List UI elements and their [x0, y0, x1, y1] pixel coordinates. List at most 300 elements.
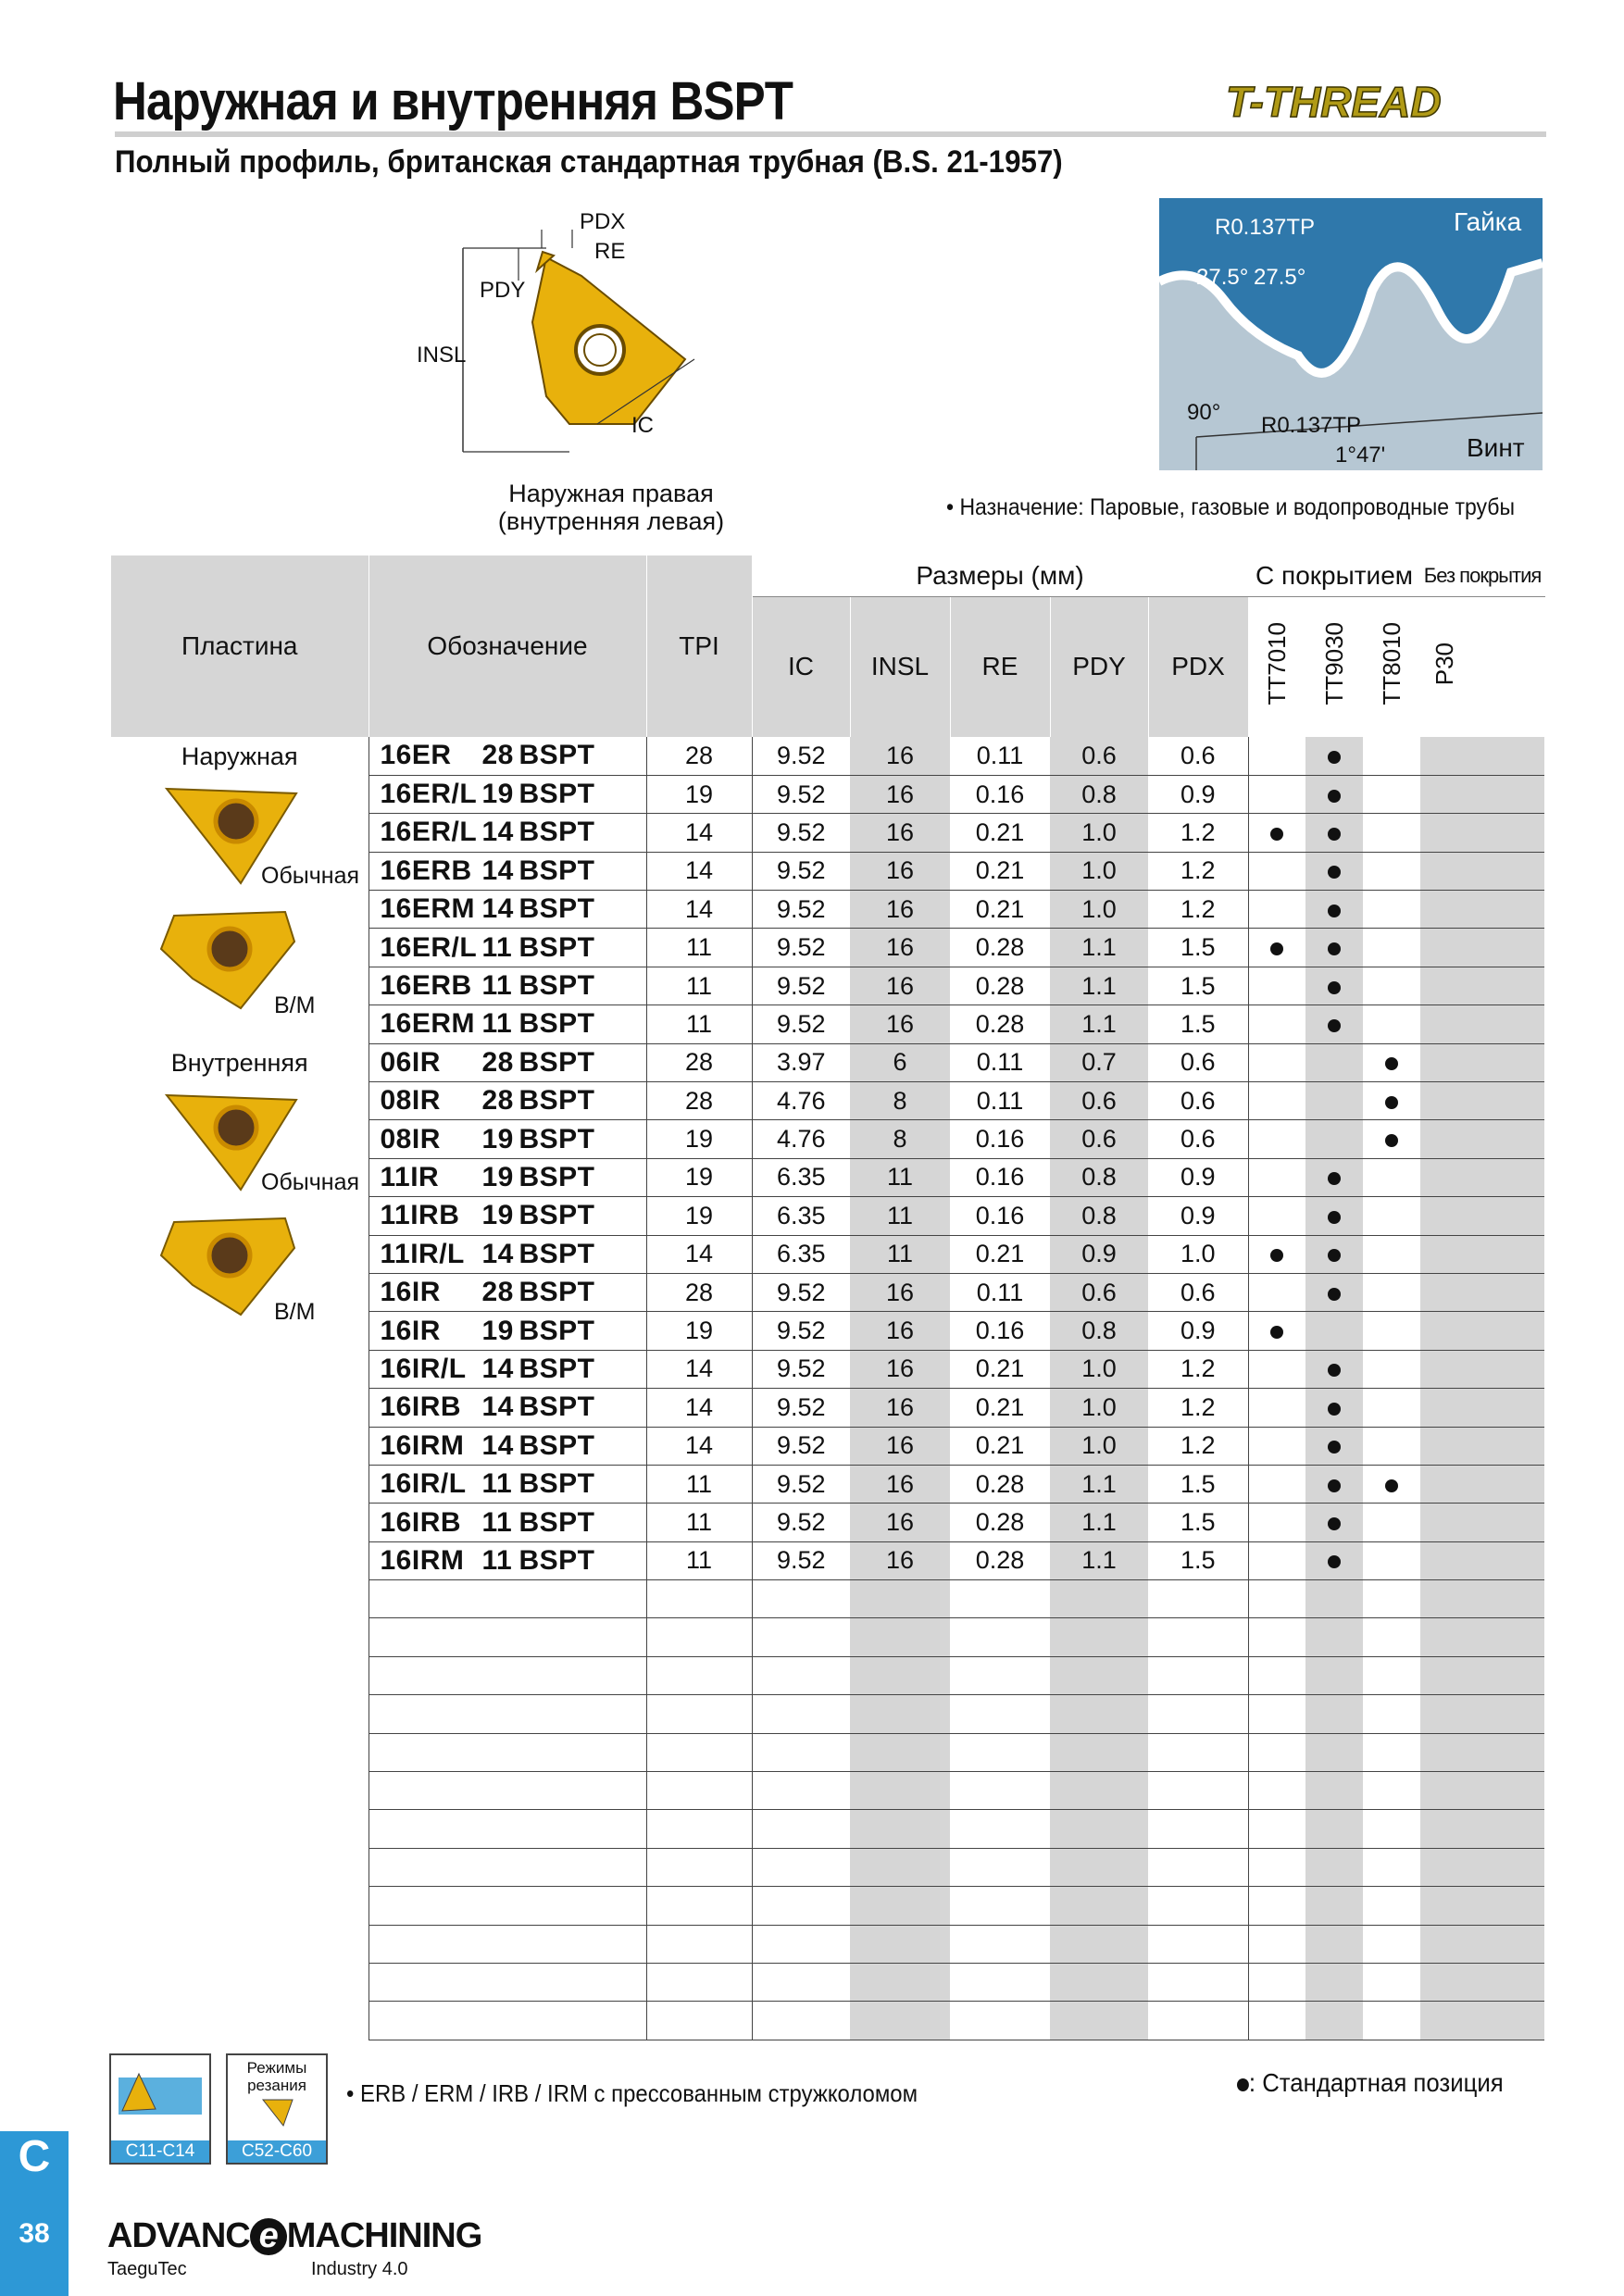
- grade-cell-tt7010: [1248, 1005, 1305, 1043]
- thumb2-label: C52-C60: [228, 2140, 326, 2163]
- grade-cell-p30: [1420, 775, 1544, 813]
- pdy-cell: 0.8: [1050, 1197, 1148, 1235]
- re-cell: 0.21: [950, 814, 1050, 852]
- re-cell: 0.28: [950, 1465, 1050, 1503]
- grade-cell-tt9030: [1305, 1235, 1363, 1273]
- ic-cell: 4.76: [752, 1120, 850, 1158]
- plate-normal-label: Обычная: [261, 1169, 360, 1196]
- designation-code: 06IR: [380, 1046, 441, 1078]
- designation-tpi: 28: [481, 1046, 514, 1078]
- insl-cell: 8: [850, 1120, 950, 1158]
- re-cell: [950, 1580, 1050, 1618]
- standard-dot-icon: [1328, 1517, 1341, 1530]
- standard-dot-icon: [1328, 905, 1341, 917]
- designation-tpi: 11: [481, 1506, 513, 1538]
- grade-cell-tt7010: [1248, 1695, 1305, 1733]
- tpi-cell: [646, 1772, 752, 1810]
- grade-cell-tt9030: [1305, 1656, 1363, 1694]
- tpi-cell: 14: [646, 1427, 752, 1465]
- bullet-icon: [1237, 2078, 1249, 2091]
- tpi-cell: 19: [646, 775, 752, 813]
- ic-cell: 9.52: [752, 1350, 850, 1388]
- pdy-label: PDY: [480, 278, 526, 303]
- grade-cell-tt7010: [1248, 929, 1305, 967]
- designation-tpi: 11: [481, 1544, 513, 1576]
- pdx-cell: 1.2: [1148, 814, 1248, 852]
- header-plate: Пластина: [111, 555, 369, 737]
- pdx-cell: 0.9: [1148, 1158, 1248, 1196]
- pdx-cell: [1148, 1580, 1248, 1618]
- ic-cell: [752, 1695, 850, 1733]
- tpi-cell: 19: [646, 1120, 752, 1158]
- ic-cell: [752, 1848, 850, 1886]
- re-cell: 0.11: [950, 1043, 1050, 1081]
- grade-cell-tt7010: [1248, 891, 1305, 929]
- grade-cell-p30: [1420, 1273, 1544, 1311]
- insert-caption: [463, 480, 759, 535]
- grade-cell-p30: [1420, 1772, 1544, 1810]
- designation-cell: [369, 1618, 646, 1656]
- re-cell: 0.28: [950, 1005, 1050, 1043]
- grade-cell-tt8010: [1363, 929, 1420, 967]
- table-row: [111, 1580, 1544, 1618]
- insl-cell: 8: [850, 1082, 950, 1120]
- pdy-cell: 0.9: [1050, 1235, 1148, 1273]
- designation-thread: BSPT: [518, 1238, 595, 1269]
- ic-cell: 9.52: [752, 775, 850, 813]
- insl-cell: [850, 1772, 950, 1810]
- grade-cell-p30: [1420, 891, 1544, 929]
- re-cell: 0.16: [950, 775, 1050, 813]
- insl-cell: 11: [850, 1158, 950, 1196]
- insl-cell: 16: [850, 1427, 950, 1465]
- designation-tpi: 14: [481, 893, 514, 925]
- ic-cell: [752, 1656, 850, 1694]
- grade-cell-tt7010: [1248, 1925, 1305, 1963]
- grade-cell-tt7010: [1248, 967, 1305, 1004]
- designation-code: 16IR: [380, 1277, 441, 1308]
- table-row: [111, 737, 1544, 775]
- header-coated: С покрытием: [1248, 555, 1420, 596]
- designation-cell: [369, 1005, 646, 1043]
- designation-cell: [369, 852, 646, 890]
- grade-cell-tt8010: [1363, 1273, 1420, 1311]
- designation-thread: BSPT: [518, 1353, 595, 1384]
- grade-cell-tt7010: [1248, 1043, 1305, 1081]
- grade-cell-tt9030: [1305, 775, 1363, 813]
- grade-cell-p30: [1420, 1925, 1544, 1963]
- grade-cell-p30: [1420, 1427, 1544, 1465]
- ic-cell: [752, 1772, 850, 1810]
- page-subtitle: Полный профиль, британская стандартная трубная (B.S. 21-1957): [115, 144, 1063, 180]
- ic-cell: [752, 1618, 850, 1656]
- grade-cell-tt8010: [1363, 1541, 1420, 1579]
- pdy-cell: [1050, 1656, 1148, 1694]
- grade-cell-tt8010: [1363, 852, 1420, 890]
- standard-dot-icon: [1328, 1211, 1341, 1224]
- pdy-cell: 1.0: [1050, 1389, 1148, 1427]
- designation-cell: [369, 737, 646, 775]
- ic-cell: 3.97: [752, 1043, 850, 1081]
- nut-label: Гайка: [1454, 207, 1522, 236]
- pdx-cell: [1148, 1733, 1248, 1771]
- header-tt7010: TT7010: [1262, 621, 1291, 705]
- ic-cell: 9.52: [752, 891, 850, 929]
- pdy-cell: [1050, 1733, 1148, 1771]
- insl-cell: 16: [850, 1312, 950, 1350]
- cutting-data-thumbnail[interactable]: [226, 2053, 328, 2165]
- insl-cell: [850, 1695, 950, 1733]
- re-cell: 0.11: [950, 737, 1050, 775]
- designation-tpi: 19: [481, 1161, 514, 1192]
- pdx-cell: [1148, 1618, 1248, 1656]
- designation-cell: [369, 814, 646, 852]
- grade-cell-tt8010: [1363, 1043, 1420, 1081]
- plate-bm-label: B/M: [274, 992, 316, 1018]
- grade-cell-tt9030: [1305, 1887, 1363, 1925]
- ic-label: IC: [631, 413, 654, 438]
- grade-cell-p30: [1420, 1580, 1544, 1618]
- designation-tpi: 19: [481, 1123, 514, 1154]
- designation-cell: [369, 1925, 646, 1963]
- tpi-cell: 28: [646, 1082, 752, 1120]
- re-cell: [950, 1925, 1050, 1963]
- designation-thread: BSPT: [518, 1008, 595, 1040]
- screw-label: Винт: [1467, 433, 1525, 462]
- grade-cell-tt9030: [1305, 1273, 1363, 1311]
- grade-cell-tt8010: [1363, 1350, 1420, 1388]
- grade-cell-tt8010: [1363, 1504, 1420, 1541]
- grade-cell-tt8010: [1363, 814, 1420, 852]
- grade-cell-p30: [1420, 1197, 1544, 1235]
- re-cell: 0.16: [950, 1158, 1050, 1196]
- grade-cell-tt7010: [1248, 1120, 1305, 1158]
- grade-cell-tt8010: [1363, 1656, 1420, 1694]
- header-insl: INSL: [850, 596, 950, 737]
- standard-dot-icon: [1385, 1479, 1398, 1492]
- standard-dot-icon: [1328, 790, 1341, 803]
- re-cell: [950, 1772, 1050, 1810]
- header-designation: Обозначение: [369, 555, 646, 737]
- insl-cell: [850, 1656, 950, 1694]
- designation-thread: BSPT: [518, 1391, 595, 1423]
- brand-sub-left: TaeguTec: [107, 2259, 187, 2279]
- ic-cell: 9.52: [752, 814, 850, 852]
- grade-cell-tt9030: [1305, 1925, 1363, 1963]
- designation-tpi: 28: [481, 1277, 514, 1308]
- tpi-cell: [646, 1810, 752, 1848]
- grade-cell-p30: [1420, 1120, 1544, 1158]
- grade-cell-tt8010: [1363, 1005, 1420, 1043]
- standard-dot-icon: [1270, 1249, 1283, 1262]
- grade-cell-p30: [1420, 1810, 1544, 1848]
- grade-cell-p30: [1420, 814, 1544, 852]
- designation-tpi: 19: [481, 1315, 514, 1346]
- pdx-cell: 0.6: [1148, 1273, 1248, 1311]
- grade-cell-p30: [1420, 1618, 1544, 1656]
- grade-cell-tt8010: [1363, 1197, 1420, 1235]
- ic-cell: [752, 1733, 850, 1771]
- plate-normal-label: Обычная: [261, 863, 360, 889]
- pdx-cell: 1.5: [1148, 967, 1248, 1004]
- header-uncoated: Без покрытия: [1420, 555, 1544, 596]
- tpi-cell: 28: [646, 1273, 752, 1311]
- insl-cell: 16: [850, 929, 950, 967]
- pdy-cell: [1050, 1925, 1148, 1963]
- designation-tpi: 14: [481, 817, 514, 848]
- standard-dot-icon: [1270, 1326, 1283, 1339]
- grade-cell-p30: [1420, 1541, 1544, 1579]
- designation-cell: [369, 1427, 646, 1465]
- grade-cell-tt9030: [1305, 1312, 1363, 1350]
- grade-cell-p30: [1420, 737, 1544, 775]
- designation-cell: [369, 1964, 646, 2002]
- toolholder-icon: [111, 2055, 209, 2139]
- grade-cell-p30: [1420, 1964, 1544, 2002]
- grade-cell-tt7010: [1248, 775, 1305, 813]
- toolholder-thumbnail[interactable]: [109, 2053, 211, 2165]
- designation-thread: BSPT: [518, 1123, 595, 1154]
- re-cell: [950, 1810, 1050, 1848]
- page-number: 38: [19, 2218, 50, 2249]
- ic-cell: 9.52: [752, 929, 850, 967]
- tpi-cell: 11: [646, 929, 752, 967]
- tpi-cell: [646, 1887, 752, 1925]
- re-cell: 0.28: [950, 929, 1050, 967]
- designation-tpi: 14: [481, 1238, 514, 1269]
- designation-thread: BSPT: [518, 1046, 595, 1078]
- grade-cell-tt7010: [1248, 814, 1305, 852]
- pdy-cell: 0.8: [1050, 1312, 1148, 1350]
- standard-dot-icon: [1328, 1172, 1341, 1185]
- tpi-cell: 14: [646, 1389, 752, 1427]
- re-cell: 0.21: [950, 891, 1050, 929]
- tpi-cell: 14: [646, 814, 752, 852]
- grade-cell-tt7010: [1248, 1158, 1305, 1196]
- designation-code: 11IRB: [380, 1200, 460, 1231]
- re-cell: [950, 2002, 1050, 2040]
- pdx-cell: 1.5: [1148, 1504, 1248, 1541]
- designation-code: 16IRM: [380, 1429, 465, 1461]
- ic-cell: 9.52: [752, 1389, 850, 1427]
- pdx-cell: [1148, 1925, 1248, 1963]
- pdx-cell: 1.0: [1148, 1235, 1248, 1273]
- pdx-cell: 1.2: [1148, 1350, 1248, 1388]
- grade-cell-tt9030: [1305, 1810, 1363, 1848]
- standard-dot-icon: [1270, 828, 1283, 841]
- grade-cell-tt9030: [1305, 852, 1363, 890]
- header-p30: P30: [1430, 642, 1458, 685]
- grade-cell-tt7010: [1248, 1235, 1305, 1273]
- grade-cell-tt8010: [1363, 775, 1420, 813]
- insl-cell: 16: [850, 1350, 950, 1388]
- grade-cell-tt9030: [1305, 1350, 1363, 1388]
- tpi-cell: 11: [646, 1541, 752, 1579]
- designation-tpi: 14: [481, 1391, 514, 1423]
- grade-cell-tt9030: [1305, 1389, 1363, 1427]
- grade-cell-tt8010: [1363, 1082, 1420, 1120]
- pdy-cell: [1050, 2002, 1148, 2040]
- designation-cell: [369, 1656, 646, 1694]
- thumb2-title-line1: Режимы: [246, 2059, 307, 2077]
- page-title: Наружная и внутренняя BSPT: [113, 71, 793, 131]
- ic-cell: 9.52: [752, 1312, 850, 1350]
- re-cell: 0.16: [950, 1120, 1050, 1158]
- header-tpi: TPI: [646, 555, 752, 737]
- re-cell: 0.11: [950, 1082, 1050, 1120]
- designation-cell: [369, 1197, 646, 1235]
- section-tab: [0, 2131, 69, 2296]
- angle-right-label: 27.5°: [1254, 265, 1306, 290]
- plate-group-label: Наружная: [181, 742, 298, 770]
- plate-bm-label: B/M: [274, 1299, 316, 1326]
- thumb2-title: [228, 2059, 326, 2094]
- plate-internal: [111, 1043, 369, 1579]
- grade-cell-tt7010: [1248, 1964, 1305, 2002]
- header-tt8010: TT8010: [1377, 621, 1405, 705]
- grade-cell-tt9030: [1305, 1158, 1363, 1196]
- tpi-cell: [646, 2002, 752, 2040]
- grade-cell-p30: [1420, 1465, 1544, 1503]
- standard-dot-icon: [1328, 1555, 1341, 1568]
- grade-cell-tt7010: [1248, 1618, 1305, 1656]
- header-pdy: PDY: [1050, 596, 1148, 737]
- designation-cell: [369, 1848, 646, 1886]
- tpi-cell: [646, 1964, 752, 2002]
- grade-cell-tt8010: [1363, 1618, 1420, 1656]
- insl-cell: 16: [850, 891, 950, 929]
- designation-code: 16IR: [380, 1315, 441, 1346]
- grade-cell-tt8010: [1363, 1235, 1420, 1273]
- pdy-cell: [1050, 1887, 1148, 1925]
- pdx-cell: 0.6: [1148, 1043, 1248, 1081]
- re-cell: 0.16: [950, 1197, 1050, 1235]
- grade-cell-p30: [1420, 1848, 1544, 1886]
- pdx-cell: [1148, 2002, 1248, 2040]
- re-cell: 0.28: [950, 1541, 1050, 1579]
- designation-code: 16IRB: [380, 1391, 462, 1423]
- pdx-cell: [1148, 1887, 1248, 1925]
- grade-cell-tt8010: [1363, 967, 1420, 1004]
- designation-cell: [369, 2002, 646, 2040]
- grade-cell-tt9030: [1305, 2002, 1363, 2040]
- grade-cell-tt8010: [1363, 1312, 1420, 1350]
- grade-cell-tt8010: [1363, 1964, 1420, 2002]
- grade-cell-tt8010: [1363, 1925, 1420, 1963]
- re-cell: 0.21: [950, 1350, 1050, 1388]
- insl-cell: 16: [850, 1504, 950, 1541]
- insl-cell: [850, 1810, 950, 1848]
- grade-cell-tt9030: [1305, 929, 1363, 967]
- designation-tpi: 11: [481, 1008, 513, 1040]
- grade-cell-p30: [1420, 1695, 1544, 1733]
- pdy-cell: 1.1: [1050, 929, 1148, 967]
- nut-radius-label: R0.137TP: [1215, 215, 1316, 240]
- designation-tpi: 14: [481, 855, 514, 886]
- grade-cell-tt9030: [1305, 1465, 1363, 1503]
- grade-cell-p30: [1420, 1312, 1544, 1350]
- re-cell: [950, 1656, 1050, 1694]
- caption-line1: Наружная правая: [508, 480, 714, 507]
- pdy-cell: [1050, 1772, 1148, 1810]
- header-re: RE: [950, 596, 1050, 737]
- grade-cell-tt9030: [1305, 1197, 1363, 1235]
- designation-code: 11IR: [380, 1161, 440, 1192]
- grade-cell-tt7010: [1248, 1848, 1305, 1886]
- insl-cell: 16: [850, 775, 950, 813]
- insl-cell: [850, 1925, 950, 1963]
- grade-cell-tt8010: [1363, 891, 1420, 929]
- grade-cell-tt7010: [1248, 2002, 1305, 2040]
- pdy-cell: [1050, 1695, 1148, 1733]
- grade-cell-tt8010: [1363, 2002, 1420, 2040]
- designation-code: 16ER/L: [380, 931, 478, 963]
- grade-cell-tt7010: [1248, 1427, 1305, 1465]
- grade-cell-tt9030: [1305, 1541, 1363, 1579]
- grade-cell-tt7010: [1248, 1273, 1305, 1311]
- designation-thread: BSPT: [518, 931, 595, 963]
- grade-cell-tt7010: [1248, 1504, 1305, 1541]
- insl-cell: [850, 1848, 950, 1886]
- tpi-cell: 19: [646, 1312, 752, 1350]
- designation-cell: [369, 1120, 646, 1158]
- pdx-cell: [1148, 1772, 1248, 1810]
- grade-cell-tt9030: [1305, 737, 1363, 775]
- insl-cell: 11: [850, 1197, 950, 1235]
- pdy-cell: 1.0: [1050, 852, 1148, 890]
- grade-cell-tt7010: [1248, 1733, 1305, 1771]
- insl-cell: [850, 1733, 950, 1771]
- grade-cell-tt7010: [1248, 1082, 1305, 1120]
- tpi-cell: [646, 1618, 752, 1656]
- grade-cell-p30: [1420, 1887, 1544, 1925]
- designation-tpi: 11: [481, 1468, 513, 1500]
- designation-cell: [369, 1389, 646, 1427]
- standard-dot-icon: [1328, 942, 1341, 955]
- grade-cell-tt7010: [1248, 1656, 1305, 1694]
- pdy-cell: 1.1: [1050, 1465, 1148, 1503]
- pdx-cell: 1.5: [1148, 929, 1248, 967]
- pdx-cell: 0.9: [1148, 775, 1248, 813]
- tpi-cell: 19: [646, 1158, 752, 1196]
- grade-cell-p30: [1420, 852, 1544, 890]
- pdy-cell: 0.6: [1050, 737, 1148, 775]
- pdy-cell: 1.1: [1050, 1504, 1148, 1541]
- pdx-cell: [1148, 1964, 1248, 2002]
- thumb2-title-line2: резания: [247, 2077, 306, 2094]
- grade-cell-tt8010: [1363, 1887, 1420, 1925]
- tpi-cell: [646, 1695, 752, 1733]
- re-cell: 0.11: [950, 1273, 1050, 1311]
- pdy-cell: [1050, 1810, 1148, 1848]
- insl-cell: 16: [850, 1005, 950, 1043]
- header-dimensions: Размеры (мм): [752, 555, 1248, 596]
- grade-cell-tt7010: [1248, 1312, 1305, 1350]
- grade-cell-p30: [1420, 1082, 1544, 1120]
- ic-cell: 9.52: [752, 1465, 850, 1503]
- grade-cell-tt9030: [1305, 1848, 1363, 1886]
- angle-left-label: 27.5°: [1196, 265, 1249, 290]
- designation-code: 16ERM: [380, 893, 476, 925]
- ic-cell: [752, 2002, 850, 2040]
- ic-cell: 9.52: [752, 1427, 850, 1465]
- grade-cell-tt8010: [1363, 1465, 1420, 1503]
- insl-cell: 16: [850, 814, 950, 852]
- ic-cell: [752, 1580, 850, 1618]
- pdx-cell: 1.2: [1148, 1427, 1248, 1465]
- tpi-cell: [646, 1848, 752, 1886]
- designation-code: 16IRB: [380, 1506, 462, 1538]
